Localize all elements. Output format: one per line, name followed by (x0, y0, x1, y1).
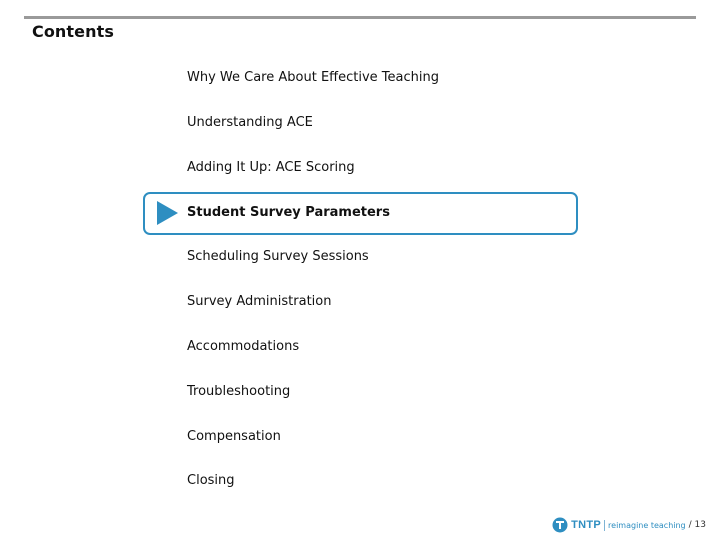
toc-item-student-survey-parameters[interactable]: Student Survey Parameters (187, 205, 390, 220)
logo-separator (604, 520, 605, 531)
toc-item-ace-scoring[interactable]: Adding It Up: ACE Scoring (187, 160, 355, 175)
toc-item-why-we-care[interactable]: Why We Care About Effective Teaching (187, 70, 439, 85)
slide-footer (552, 516, 706, 534)
toc-item-compensation[interactable]: Compensation (187, 429, 281, 444)
toc-item-troubleshooting[interactable]: Troubleshooting (187, 384, 291, 399)
toc-item-closing[interactable]: Closing (187, 473, 235, 488)
page-number: / 13 (688, 520, 706, 530)
slide-title: Contents (32, 22, 114, 41)
toc-item-understanding-ace[interactable]: Understanding ACE (187, 115, 313, 130)
toc-item-scheduling-survey-sessions[interactable]: Scheduling Survey Sessions (187, 249, 369, 264)
logo-wordmark: TNTP (571, 519, 602, 531)
toc-item-survey-administration[interactable]: Survey Administration (187, 294, 332, 309)
tntp-logo-icon (552, 517, 568, 533)
toc-item-accommodations[interactable]: Accommodations (187, 339, 300, 354)
logo-tagline: reimagine teaching (608, 520, 686, 530)
